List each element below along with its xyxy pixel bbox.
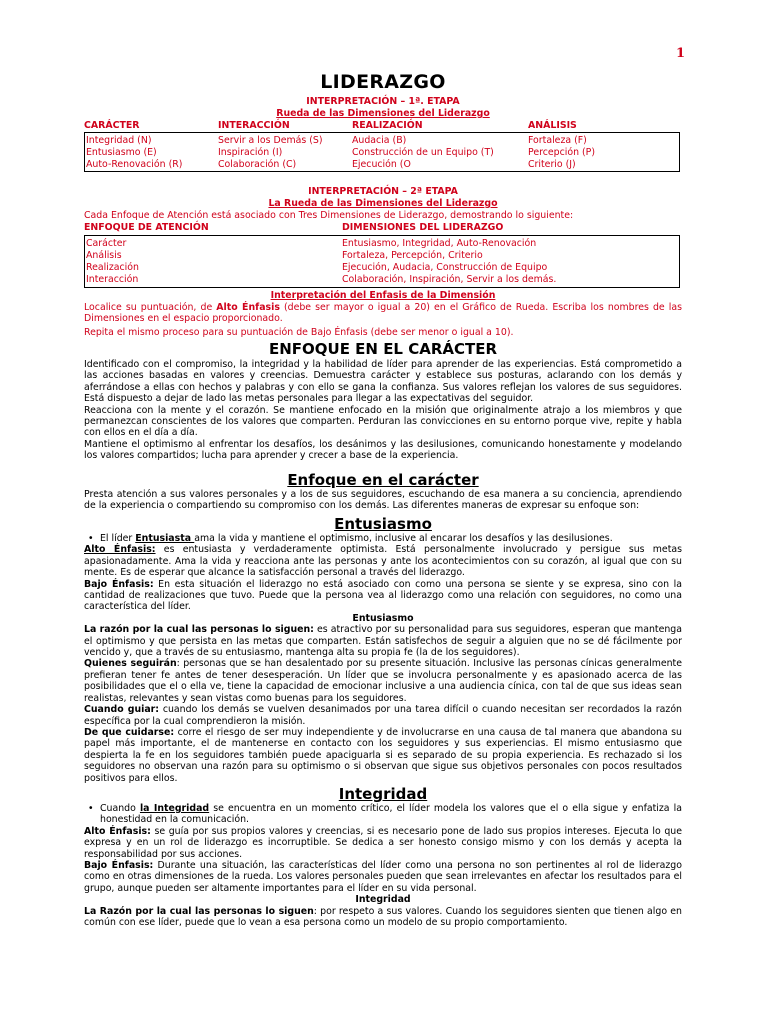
etapa1-cell: Ejecución (O xyxy=(352,159,411,170)
etapa1-subheading: Rueda de las Dimensiones del Liderazgo xyxy=(276,108,490,119)
enfasis-heading: Interpretación del Enfasis de la Dimensión xyxy=(270,290,496,301)
etapa1-cell: Construcción de un Equipo (T) xyxy=(352,147,494,158)
etapa1-cell: Fortaleza (F) xyxy=(528,135,587,146)
entusiasmo-heading: Entusiasmo xyxy=(334,515,432,533)
etapa2-cell: Ejecución, Audacia, Construcción de Equipo xyxy=(342,262,548,273)
etapa2-cell: Entusiasmo, Integridad, Auto-Renovación xyxy=(342,238,537,249)
etapa2-cell: Realización xyxy=(86,262,139,273)
enfasis-instructions: Localice su puntuación, de Alto Énfasis (debe ser mayor o igual a 20) en el Gráfico de Rueda. Escriba los nombres de las Dimensiones en el espacio proporcionado. xyxy=(84,302,682,325)
etapa2-intro: Cada Enfoque de Atención está asociado con Tres Dimensiones de Liderazgo, demostrando lo siguiente: xyxy=(84,210,574,221)
enfasis-repeat: Repita el mismo proceso para su puntuación de Bajo Énfasis (debe ser menor o igual a 10). xyxy=(84,327,514,338)
etapa1-cell: Integridad (N) xyxy=(86,135,152,146)
etapa2-table xyxy=(84,235,680,288)
etapa2-cell: Colaboración, Inspiración, Servir a los demás. xyxy=(342,274,557,285)
etapa1-cell: Inspiración (I) xyxy=(218,147,283,158)
paragraph: La Razón por la cual las personas lo siguen: por respeto a sus valores. Cuando los seguidores sienten que tienen algo en común con ese líder, puede que lo vean a esa persona como un modelo de su propio comportamiento. xyxy=(84,905,682,929)
page-number: 1 xyxy=(676,46,686,61)
integridad-body xyxy=(84,803,682,928)
etapa1-cell: Entusiasmo (E) xyxy=(86,147,157,158)
paragraph: De que cuidarse: corre el riesgo de ser muy independiente y de involucrarse en una causa de tal manera que abandona su papel más importante, el de mantenerse en contacto con los seguidores y sus experiencias. El mismo entusiasmo que despierta la fe en los seguidores también puede apaciguarla si es separado de su propia experiencia. Es rechazado si los seguidores no observan una razón para su optimismo o si observan que sigue sus objetivos personales con pocos resultados positivos para ellos. xyxy=(84,726,682,784)
etapa2-subheading: La Rueda de las Dimensiones del Liderazgo xyxy=(268,198,498,209)
paragraph: La razón por la cual las personas lo siguen: es atractivo por su personalidad para sus seguidores, esperan que mantenga el optimismo y que persista en las metas que comparten. Están satisfechos de seguir a alguien que no se dé fácilmente por vencido y, que a través de su entusiasmo, mantenga alta su propia fe (la de los seguidores). xyxy=(84,624,682,659)
paragraph: Reacciona con la mente y el corazón. Se mantiene enfocado en la misión que originalmente atrajo a los miembros y que permanezcan conscientes de los valores que comparten. Perduran las convicciones en su entorno porque vive, repite y habla con ellos en el día a día. xyxy=(84,404,682,439)
etapa1-cell: Auto-Renovación (R) xyxy=(86,159,183,170)
caracter-heading: ENFOQUE EN EL CARÁCTER xyxy=(268,340,498,358)
etapa1-heading: INTERPRETACIÓN – 1ª. ETAPA xyxy=(306,96,460,107)
paragraph: Presta atención a sus valores personales y a los de sus seguidores, escuchando de esa manera a su conciencia, aprendiendo de la experiencia o compartiendo su compromiso con los demás. Las diferentes maneras de expresar su enfoque son: xyxy=(84,489,682,512)
etapa1-col-analisis: ANÁLISIS xyxy=(528,120,577,131)
etapa2-col-enfoque: ENFOQUE DE ATENCIÓN xyxy=(84,222,209,233)
etapa1-col-caracter: CARÁCTER xyxy=(84,120,140,131)
etapa1-col-interaccion: INTERACCIÓN xyxy=(218,120,290,131)
paragraph: Alto Énfasis: es entusiasta y verdaderamente optimista. Está personalmente involucrado y persigue sus metas apasionadamente. Ama la vida y reacciona ante las personas y ante los acontecimientos con su corazón, al igual que con su mente. Es de esperar que alcance la satisfacción personal a través del liderazgo. xyxy=(84,544,683,579)
etapa1-table xyxy=(84,132,680,172)
etapa1-cell: Colaboración (C) xyxy=(218,159,297,170)
paragraph: Quienes seguirán: personas que se han desalentado por su presente situación. Inclusive las personas cínicas generalmente prefieran tener fe antes de tener desesperación. Un líder que se involucra personalmente y es apasionado acerca de las posibilidades que el o ella ve, tiene la capacidad de emocionar inclusive a una audiencia cínica, con tal de que sus ideas sean realistas, relevantes y sean vistas como buenas para los seguidores. xyxy=(84,658,682,704)
paragraph: Bajo Énfasis: Durante una situación, las características del líder como una persona no son pertinentes al rol de liderazgo como en otras dimensiones de la rueda. Los valores personales pueden que sean irrelevantes en afectar los resultados para el grupo, aunque pueden ser altamente importantes para el líder en su vida personal. xyxy=(84,860,682,894)
list-item: • El líder Entusiasta ama la vida y mantiene el optimismo, inclusive al encarar los desafíos y las desilusiones. xyxy=(84,533,682,544)
etapa2-col-dimensiones: DIMENSIONES DEL LIDERAZGO xyxy=(342,222,504,233)
list-item: • Cuando la Integridad se encuentra en un momento crítico, el líder modela los valores que el o ella sigue y enfatiza la honestidad en la comunicación. xyxy=(84,803,682,826)
etapa2-cell: Interacción xyxy=(86,274,139,285)
etapa2-cell: Fortaleza, Percepción, Criterio xyxy=(342,250,483,261)
etapa1-cell: Criterio (J) xyxy=(528,159,576,170)
paragraph: Mantiene el optimismo al enfrentar los desafíos, los desánimos y las desilusiones, comunicando honestamente y modelando los valores compartidos; lucha para aprender y crecer a base de la experiencia. xyxy=(84,438,682,462)
paragraph: Identificado con el compromiso, la integridad y la habilidad de líder para aprender de las experiencias. Está comprometido a las acciones basadas en valores y creencias. Demuestra carácter y establece sus posturas, aclarando con los demás y aferrándose a ellas con hechos y palabras y con ello se gana la confianza. Sus valores reflejan los valores de sus seguidores. Está dispuesto a dejar de lado las metas personales para llegar a las expectativas del seguidor. xyxy=(84,359,682,405)
etapa1-col-realizacion: REALIZACIÓN xyxy=(352,120,423,131)
paragraph: Bajo Énfasis: En esta situación el liderazgo no está asociado con como una persona se siente y se expresa, sino con la cantidad de realizaciones que tuvo. Puede que la persona vea al liderazgo como una relación con seguidores, no como una característica del líder. xyxy=(84,578,682,613)
etapa2-cell: Carácter xyxy=(86,238,127,249)
entusiasmo-subheading: Entusiasmo xyxy=(352,612,414,624)
etapa1-cell: Servir a los Demás (S) xyxy=(218,135,323,146)
etapa1-cell: Percepción (P) xyxy=(528,147,595,158)
etapa2-heading: INTERPRETACIÓN – 2ª ETAPA xyxy=(308,186,458,197)
paragraph: Cuando guiar: cuando los demás se vuelven desanimados por una tarea difícil o cuando necesitan ser recordados la razón específica por la cual comprendieron la misión. xyxy=(84,704,682,727)
integridad-subheading: Integridad xyxy=(355,894,411,906)
etapa2-cell: Análisis xyxy=(86,250,122,261)
caracter-body xyxy=(84,359,682,462)
entusiasmo-body xyxy=(84,533,682,784)
document-title: LIDERAZGO xyxy=(320,71,446,93)
etapa1-cell: Audacia (B) xyxy=(352,135,407,146)
integridad-heading: Integridad xyxy=(338,785,428,803)
paragraph: Alto Énfasis: se guía por sus propios valores y creencias, si es necesario pone de lado sus propios intereses. Ejecuta lo que expresa y en un rol de liderazgo es incorruptible. Se dedica a ser honesto consigo mismo y con los demás y acepta la responsabilidad por sus acciones. xyxy=(84,825,683,860)
enfoque-caracter-heading: Enfoque en el carácter xyxy=(287,471,479,489)
